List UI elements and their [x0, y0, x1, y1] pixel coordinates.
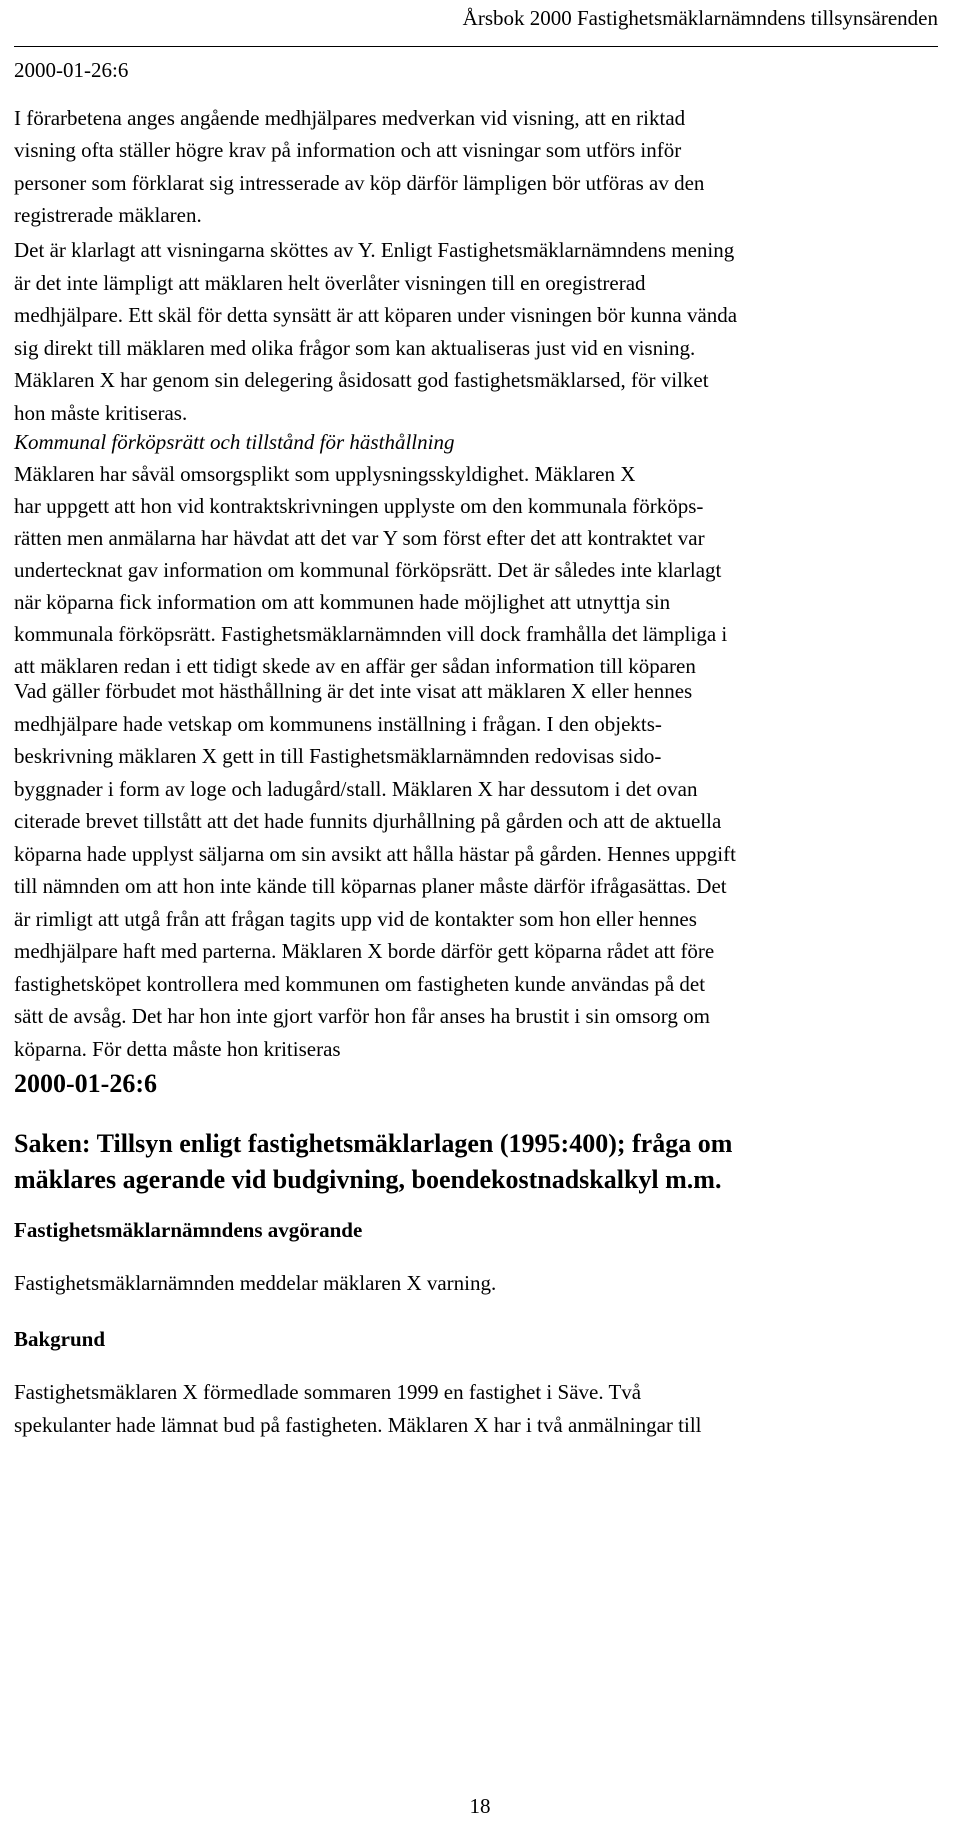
header-rule — [14, 46, 938, 47]
header-date: 2000-01-26:6 — [14, 58, 129, 82]
page-number: 18 — [469, 1794, 491, 1818]
text-line: fastighetsköpet kontrollera med kommunen om fastigheten kunde användas på det — [14, 971, 706, 996]
text-line: Mäklaren X har genom sin delegering åsidosatt god fastighetsmäklarsed, för vilket — [14, 368, 709, 392]
text-line: Fastighetsmäklaren X förmedlade sommaren 1999 en fastighet i Säve. Två — [14, 1380, 642, 1404]
text-line: registrerade mäklaren. — [14, 202, 202, 227]
text-line: byggnader i form av loge och ladugård/stall. Mäklaren X har dessutom i det ovan — [14, 776, 698, 801]
text-line: köparna hade upplyst säljarna om sin avsikt att hålla hästar på gården. Hennes uppgift — [14, 841, 736, 866]
background-paragraph — [14, 1376, 938, 1442]
text-line: beskrivning mäklaren X gett in till Fastighetsmäklarnämnden redovisas sido- — [14, 744, 662, 768]
decision-text: Fastighetsmäklarnämnden meddelar mäklaren X varning. — [14, 1271, 497, 1295]
text-line: citerade brevet tillstått att det hade funnits djurhållning på gården och att de aktuella — [14, 809, 722, 833]
background-heading: Bakgrund — [14, 1327, 106, 1351]
case-title-line: Saken: Tillsyn enligt fastighetsmäklarlagen (1995:400); fråga om — [14, 1129, 733, 1158]
text-line: sätt de avsåg. Det har hon inte gjort varför hon får anses ha brustit i sin omsorg om — [14, 1004, 710, 1028]
text-line: Det är klarlagt att visningarna sköttes av Y. Enligt Fastighetsmäklarnämndens mening — [14, 238, 735, 262]
text-line: undertecknat gav information om kommunal förköpsrätt. Det är således inte klarlagt — [14, 558, 722, 582]
text-line: är rimligt att utgå från att frågan tagits upp vid de kontakter som hon eller hennes — [14, 906, 697, 931]
text-line: spekulanter hade lämnat bud på fastigheten. Mäklaren X har i två anmälningar till — [14, 1413, 702, 1437]
paragraph-visningarna — [14, 234, 938, 429]
case-date-heading: 2000-01-26:6 — [14, 1069, 157, 1098]
paragraph-forarbetena — [14, 102, 938, 231]
text-line: till nämnden om att hon inte kände till köparnas planer måste därför ifrågasättas. Det — [14, 874, 727, 898]
text-line: Mäklaren har såväl omsorgsplikt som upplysningsskyldighet. Mäklaren X — [14, 462, 636, 486]
text-line: har uppgett att hon vid kontraktskrivningen upplyste om den kommunala förköps- — [14, 494, 704, 518]
paragraph-hasthallning — [14, 675, 938, 1065]
text-line: är det inte lämpligt att mäklaren helt överlåter visningen till en oregistrerad — [14, 270, 646, 295]
text-line: sig direkt till mäklaren med olika frågor som kan aktualiseras just vid en visning. — [14, 335, 696, 360]
text-line: visning ofta ställer högre krav på information och att visningar som utförs inför — [14, 138, 682, 163]
text-line: kommunala förköpsrätt. Fastighetsmäklarnämnden vill dock framhålla det lämpliga i — [14, 622, 728, 646]
text-line: rätten men anmälarna har hävdat att det var Y som först efter det att kontraktet var — [14, 526, 705, 550]
text-line: att mäklaren redan i ett tidigt skede av en affär ger sådan information till köparen — [14, 654, 696, 678]
case-title — [14, 1126, 938, 1198]
text-line: Vad gäller förbudet mot hästhållning är det inte visat att mäklaren X eller hennes — [14, 679, 693, 703]
text-line: medhjälpare. Ett skäl för detta synsätt är att köparen under visningen bör kunna vända — [14, 303, 738, 327]
section-heading-italic: Kommunal förköpsrätt och tillstånd för hästhållning — [14, 430, 455, 454]
text-line: medhjälpare hade vetskap om kommunens inställning i frågan. I den objekts- — [14, 711, 662, 736]
decision-heading: Fastighetsmäklarnämndens avgörande — [14, 1218, 363, 1242]
text-line: I förarbetena anges angående medhjälpares medverkan vid visning, att en riktad — [14, 106, 686, 130]
section-forkopsratt — [14, 426, 938, 682]
text-line: hon måste kritiseras. — [14, 400, 188, 425]
text-line: medhjälpare haft med parterna. Mäklaren X borde därför gett köparna rådet att före — [14, 939, 715, 963]
case-title-line: mäklares agerande vid budgivning, boendekostnadskalkyl m.m. — [14, 1165, 722, 1194]
running-head: Årsbok 2000 Fastighetsmäklarnämndens tillsynsärenden — [462, 6, 938, 30]
text-line: när köparna fick information om att kommunen hade möjlighet att utnyttja sin — [14, 590, 671, 614]
text-line: personer som förklarat sig intresserade av köp därför lämpligen bör utföras av den — [14, 170, 705, 195]
text-line: köparna. För detta måste hon kritiseras — [14, 1036, 341, 1061]
